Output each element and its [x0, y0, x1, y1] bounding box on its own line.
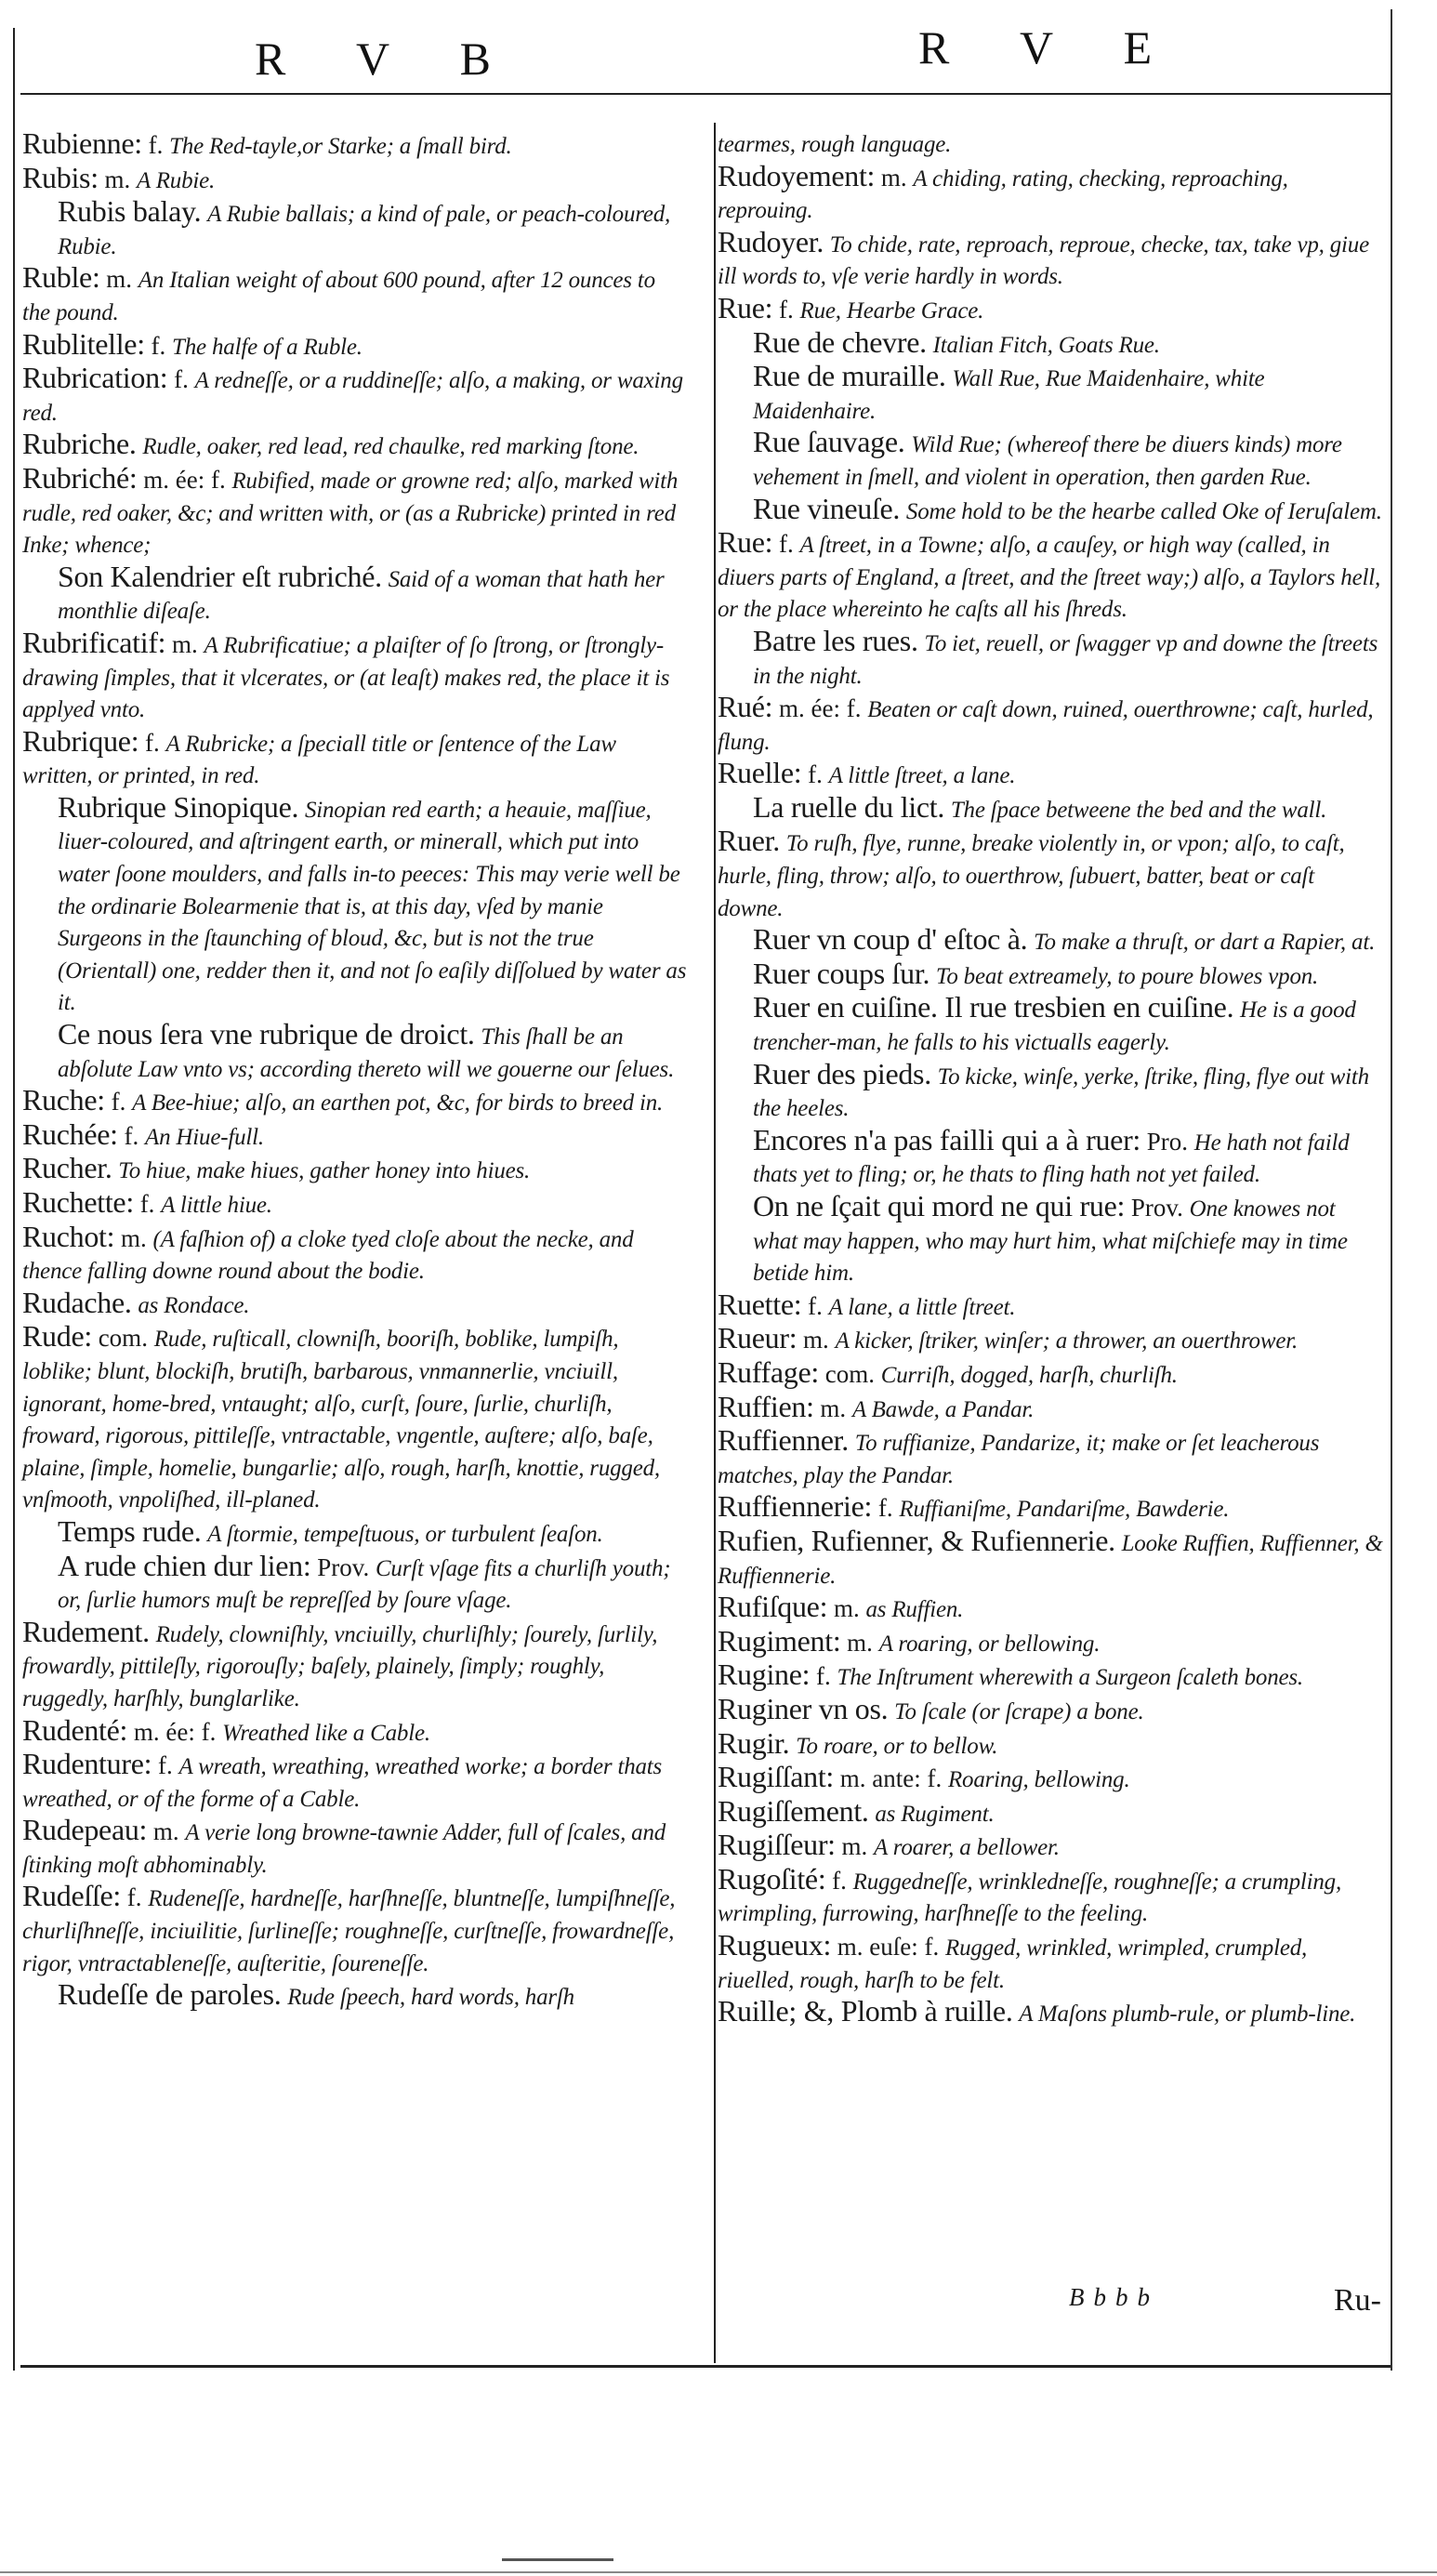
entry-grammar-label: m. ante: f. — [839, 1764, 943, 1793]
dictionary-entry — [718, 1523, 1385, 1592]
entry-headword: Rue vineuſe. — [753, 491, 901, 525]
dictionary-entry — [718, 1425, 1385, 1491]
entry-headword: On ne ſçait qui mord ne qui rue: — [753, 1189, 1126, 1222]
entry-definition: Rudeneſſe, hardneſſe, harſhneſſe, bluntneſſe, lumpiſhneſſe, churliſhneſſe, inciuilitie, ſurlineſſe; roughneſſe, curſtneſſe, frowardneſſe, rigor, vntractableneſſe, auſteritie, ſoureneſſe. — [22, 1886, 676, 1976]
entry-definition: To ſcale (or ſcrape) a bone. — [894, 1698, 1144, 1724]
dictionary-entry — [718, 1861, 1385, 1930]
entry-definition: Curriſh, dogged, harſh, churliſh. — [880, 1362, 1178, 1388]
entry-grammar-label: f. — [815, 1662, 831, 1691]
entry-grammar-label: m. — [847, 1628, 873, 1657]
entry-headword: Ruginer vn os. — [718, 1691, 889, 1725]
page-frame-bottom-border — [20, 2365, 1391, 2368]
dictionary-entry — [22, 1979, 688, 2014]
entry-definition: The ſpace betweene the bed and the wall. — [950, 797, 1327, 823]
dictionary-entry — [22, 1219, 688, 1288]
page-frame-left-border — [13, 28, 15, 2371]
entry-definition: To make a thruſt, or dart a Rapier, at. — [1034, 930, 1376, 956]
dictionary-entry — [22, 1749, 688, 1815]
entry-definition: One knowes not what may happen, who may hurt him, what miſchiefe may in time betide him. — [753, 1196, 1348, 1287]
entry-headword: Rudepeau: — [22, 1813, 148, 1847]
entry-definition: Sinopian red earth; a heauie, maſſiue, liuer-coloured, and aſtringent earth, or minerall, which put into water ſoone moulders, and falls in-to peeces: This may verie well be the ordinarie Bolearmenie that is, at this day, vſed by manie Surgeons in the ſtaunching of bloud, &c, but is not the true (Orientall) one, redder then it, and not ſo eaſily diſſolued by water as it. — [58, 797, 687, 1016]
entry-definition: A Maſons plumb-rule, or plumb-line. — [1019, 2001, 1356, 2028]
entry-headword: Rudement. — [22, 1614, 150, 1648]
dictionary-entry — [718, 1354, 1385, 1392]
entry-headword: Ruer des pieds. — [753, 1056, 931, 1090]
entry-definition: A ſtormie, tempeſtuous, or turbulent ſeaſon. — [207, 1521, 603, 1547]
entry-definition: The Red-tayle,or Starke; a ſmall bird. — [169, 134, 512, 159]
entry-definition: A wreath, wreathing, wreathed worke; a border thats wreathed, or of the forme of a Cable. — [22, 1754, 663, 1812]
dictionary-entry — [718, 1762, 1385, 1796]
entry-grammar-label: m. ée: f. — [143, 465, 226, 494]
dictionary-entry — [718, 361, 1385, 427]
entry-definition: The Inſtrument wherewith a Surgeon ſcaleth bones. — [837, 1665, 1303, 1691]
entry-headword: Ruchette: — [22, 1185, 134, 1219]
entry-headword: Rubis: — [22, 160, 99, 194]
entry-headword: Rué: — [718, 690, 773, 724]
entry-headword: Ruer. — [718, 824, 780, 858]
dictionary-entry — [22, 789, 688, 1019]
dictionary-entry — [22, 627, 688, 726]
entry-grammar-label: com. — [824, 1359, 875, 1388]
dictionary-entry — [22, 1815, 688, 1881]
entry-headword: Rubrique Sinopique. — [58, 789, 299, 824]
entry-definition: A Rubie. — [137, 167, 216, 193]
dictionary-entry — [718, 623, 1385, 692]
entry-definition: Rue, Hearbe Grace. — [799, 297, 984, 324]
entry-definition: as Rondace. — [138, 1292, 250, 1318]
entry-definition: Rude ſpeech, hard words, harſh — [287, 1985, 574, 2011]
entry-grammar-label: m. — [152, 1817, 179, 1846]
entry-headword: Ruelle: — [718, 756, 802, 790]
entry-headword: Rubriche. — [22, 427, 137, 461]
entry-definition: Said of a woman that hath her monthlie diſeaſe. — [58, 566, 665, 625]
dictionary-entry — [718, 1930, 1385, 1996]
entry-definition: Wild Rue; (whereof there be diuers kinds) more vehement in ſmell, and violent in operation, then garden Rue. — [753, 432, 1342, 490]
dictionary-entry — [22, 363, 688, 429]
entry-definition: To hiue, make hiues, gather honey into hiues. — [118, 1158, 531, 1184]
entry-headword: Rue: — [718, 290, 773, 324]
entry-headword: Rugiment: — [718, 1623, 841, 1658]
entry-grammar-label: f. — [111, 1088, 126, 1116]
entry-definition: To ruſh, flye, runne, breake violently in, or vpon; alſo, to caſt, hurle, fling, throw; alſo, to ouerthrow, ſubuert, batter, beat or caſt downe. — [718, 831, 1345, 921]
dictionary-entry — [718, 491, 1385, 528]
entry-headword: Rufien, Rufienner, & Rufiennerie. — [718, 1523, 1115, 1557]
entry-definition: Rude, ruſticall, clowniſh, booriſh, boblike, lumpiſh, loblike; blunt, blockiſh, brutiſh, barbarous, vnmannerlie, vnciuill, ignorant, home-bred, vntaught; alſo, curſt, ſoure, ſurlie, churliſh, froward, rigorous, pittileſſe, vntractable, vngentle, auſtere; alſo, baſe, plaine, ſimple, homelie, bungarlie; alſo, rough, harſh, knottie, rugged, vnſmooth, vnpoliſhed, ill-planed. — [22, 1327, 660, 1513]
entry-headword: Rudeſſe: — [22, 1879, 122, 1913]
entry-headword: Rudoyer. — [718, 224, 824, 258]
entry-headword: Ruer coups ſur. — [753, 956, 930, 990]
entry-definition: A Bee-hiue; alſo, an earthen pot, &c, for birds to breed in. — [132, 1090, 664, 1116]
entry-headword: Rubrication: — [22, 361, 168, 395]
entry-grammar-label: f. — [124, 1121, 139, 1150]
dictionary-entry — [22, 1712, 688, 1750]
entry-grammar-label: m. — [120, 1223, 147, 1252]
entry-definition: A kicker, ſtriker, winſer; a thrower, an ouerthrower. — [835, 1328, 1299, 1354]
right-column — [718, 128, 1385, 2030]
entry-definition: A roarer, a bellower. — [874, 1835, 1060, 1861]
entry-definition: Rudle, oaker, red lead, red chaulke, red marking ſtone. — [142, 434, 639, 460]
entry-headword: Ruffienner. — [718, 1423, 849, 1458]
entry-definition: A Rubricke; a ſpeciall title or ſentence of the Law written, or printed, in red. — [22, 731, 616, 789]
entry-headword: A rude chien dur lien: — [58, 1548, 311, 1582]
dictionary-entry — [22, 1085, 688, 1119]
entry-definition: Rubified, made or growne red; alſo, marked with rudle, red oaker, &c; and written with, or (as a Rubricke) printed in red Inke; whence; — [22, 468, 679, 559]
dictionary-entry — [22, 196, 688, 262]
entry-definition: Rugged, wrinkled, wrimpled, crumpled, riuelled, rough, harſh to be felt. — [718, 1935, 1308, 1993]
running-head-left: R V B — [255, 33, 521, 85]
entry-definition: To roare, or to bellow. — [796, 1733, 998, 1759]
dictionary-entry — [22, 1187, 688, 1222]
entry-grammar-label: m. — [841, 1832, 868, 1861]
entry-grammar-label: com. — [98, 1324, 148, 1353]
dictionary-entry — [718, 1691, 1385, 1728]
entry-definition: A Rubrificatiue; a plaiſter of ſo ſtrong, or ſtrongly-drawing ſimples, that it vlcerates, or (at leaſt) makes red, the place it is applyed vnto. — [22, 632, 670, 723]
dictionary-entry — [718, 1725, 1385, 1763]
entry-headword: Ruette: — [718, 1287, 802, 1321]
dictionary-entry — [718, 1623, 1385, 1660]
entry-definition: Wall Rue, Rue Maidenhaire, white Maidenhaire. — [753, 366, 1265, 424]
entry-grammar-label: Prov. — [317, 1552, 370, 1581]
dictionary-entry — [22, 1153, 688, 1187]
entry-definition: To kicke, winſe, yerke, ſtrike, fling, flye out with the heeles. — [753, 1063, 1369, 1122]
entry-grammar-label: m. — [106, 265, 133, 294]
dictionary-entry — [718, 1191, 1385, 1289]
dictionary-entry — [22, 1548, 688, 1617]
entry-grammar-label: m. — [880, 163, 907, 192]
entry-definition: Roaring, bellowing. — [947, 1767, 1130, 1793]
entry-headword: Rucher. — [22, 1151, 112, 1185]
entry-grammar-label: f. — [145, 728, 160, 757]
entry-definition: Rudely, clowniſhly, vnciuilly, churliſhly; ſourely, ſurlily, frowardly, pittileſly, rigorouſly; baſely, plainely, ſimply; roughly, ruggedly, harſhly, bunglarlike. — [22, 1621, 658, 1711]
entry-definition: An Hiue-full. — [145, 1124, 264, 1150]
entry-headword: Rugueux: — [718, 1928, 832, 1962]
entry-headword: Ce nous ſera vne rubrique de droict. — [58, 1017, 475, 1051]
entry-headword: Ruchée: — [22, 1116, 118, 1151]
bottom-scan-edge — [0, 2571, 1437, 2573]
dictionary-entry — [22, 1614, 688, 1715]
dictionary-entry — [718, 290, 1385, 327]
entry-definition: Ruggedneſſe, wrinkledneſſe, roughneſſe; a crumpling, wrimpling, furrowing, harſhneſſe to the feeling. — [718, 1869, 1342, 1927]
entry-headword: Rubriché: — [22, 460, 138, 495]
entry-headword: Ruer en cuiſine. Il rue tresbien en cuiſine. — [753, 990, 1234, 1024]
entry-grammar-label: f. — [157, 1751, 173, 1780]
entry-headword: Rue: — [718, 525, 773, 560]
dictionary-entry — [718, 1996, 1385, 2030]
column-divider — [714, 123, 716, 2363]
entry-grammar-label: f. — [832, 1866, 847, 1895]
bottom-scan-mark — [502, 2558, 613, 2561]
entry-headword: Ruffien: — [718, 1389, 814, 1423]
entry-headword: Rue de chevre. — [753, 324, 927, 359]
entry-headword: Rudenture: — [22, 1747, 152, 1781]
entry-definition: Looke Ruffien, Ruffienner, & Ruffiennerie. — [718, 1530, 1383, 1589]
dictionary-entry — [718, 758, 1385, 792]
dictionary-entry — [22, 128, 688, 163]
entry-grammar-label: Prov. — [1130, 1194, 1183, 1222]
dictionary-entry — [718, 958, 1385, 993]
dictionary-entry — [718, 1592, 1385, 1626]
entry-headword: Rue de muraille. — [753, 359, 946, 393]
entry-grammar-label: Pro. — [1146, 1127, 1189, 1156]
entry-definition: tearmes, rough language. — [718, 132, 952, 157]
entry-headword: Rudeſſe de paroles. — [58, 1977, 282, 2012]
dictionary-entry — [718, 1323, 1385, 1357]
dictionary-entry — [718, 1056, 1385, 1125]
dictionary-entry — [718, 924, 1385, 958]
entry-headword: Rugiſſeur: — [718, 1828, 836, 1862]
entry-definition: To iet, reuell, or ſwagger vp and downe the ſtreets in the night. — [753, 630, 1378, 689]
dictionary-entry — [22, 1321, 688, 1516]
left-column — [22, 128, 688, 2014]
entry-definition: To beat extreamely, to poure blowes vpon. — [935, 963, 1319, 989]
entry-grammar-label: f. — [877, 1494, 893, 1523]
entry-grammar-label: f. — [174, 365, 189, 394]
dictionary-entry — [22, 326, 688, 363]
entry-definition: A ſtreet, in a Towne; alſo, a cauſey, or high way (called, in diuers parts of England, a ſtreet, and the ſtreet way;) alſo, a Taylors hell, or the place whereinto he caſts all his ſhreds. — [718, 533, 1381, 623]
entry-headword: Ruille; &, Plomb à ruille. — [718, 1994, 1013, 2028]
entry-headword: Rugiſſant: — [718, 1760, 835, 1794]
dictionary-entry — [718, 1122, 1385, 1191]
dictionary-entry — [718, 1389, 1385, 1426]
entry-grammar-label: f. — [126, 1883, 142, 1912]
entry-grammar-label: f. — [779, 530, 794, 559]
dictionary-entry — [718, 826, 1385, 924]
entry-headword: Ruchot: — [22, 1219, 115, 1253]
entry-definition: To ruffianize, Pandarize, it; make or ſet leacherous matches, play the Pandar. — [718, 1431, 1320, 1488]
dictionary-entry — [718, 992, 1385, 1058]
entry-definition: (A faſhion of) a cloke tyed cloſe about the necke, and thence falling downe round about the bodie. — [22, 1226, 634, 1285]
dictionary-entry — [22, 160, 688, 197]
entry-grammar-label: m. — [803, 1326, 829, 1354]
entry-headword: Temps rude. — [58, 1513, 202, 1548]
dictionary-entry — [22, 460, 688, 561]
entry-definition: He is a good trencher-man, he falls to his victualls eagerly. — [753, 997, 1356, 1056]
entry-headword: Rude: — [22, 1319, 92, 1354]
entry-definition: A Rubie ballais; a kind of pale, or peach-coloured, Rubie. — [58, 202, 671, 259]
entry-definition: A Bawde, a Pandar. — [851, 1396, 1035, 1422]
entry-headword: Rudenté: — [22, 1712, 128, 1747]
entry-definition: Curſt vſage fits a churliſh youth; or, ſurlie humors muſt be repreſſed by ſoure vſage. — [58, 1555, 671, 1614]
entry-grammar-label: m. ée: f. — [133, 1717, 217, 1746]
entry-grammar-label: m. euſe: f. — [837, 1933, 940, 1962]
running-head-right: R V E — [918, 21, 1182, 73]
entry-headword: Ruffage: — [718, 1354, 819, 1389]
entry-grammar-label: m. — [833, 1594, 860, 1623]
entry-headword: Ruer vn coup d' eſtoc à. — [753, 922, 1028, 957]
entry-grammar-label: m. — [172, 629, 198, 658]
entry-headword: Ruffiennerie: — [718, 1489, 873, 1524]
dictionary-entry — [22, 262, 688, 328]
entry-headword: Rublitelle: — [22, 326, 145, 361]
entry-definition: Ruffianiſme, Pandariſme, Bawderie. — [899, 1497, 1230, 1523]
entry-definition: The halfe of a Ruble. — [172, 334, 363, 360]
entry-definition: Beaten or caſt down, ruined, ouerthrowne; caſt, hurled, flung. — [718, 697, 1374, 755]
dictionary-entry — [22, 429, 688, 463]
dictionary-entry — [22, 1116, 688, 1154]
entry-definition: A chiding, rating, checking, reproaching, reprouing. — [718, 165, 1288, 224]
entry-grammar-label: f. — [779, 295, 794, 324]
entry-grammar-label: f. — [148, 131, 164, 159]
entry-grammar-label: m. ée: f. — [779, 694, 862, 723]
entry-definition: as Ruffien. — [865, 1597, 964, 1623]
entry-headword: Rubrificatif: — [22, 625, 166, 659]
entry-definition: A lane, a little ſtreet. — [828, 1294, 1016, 1320]
dictionary-entry — [718, 692, 1385, 758]
entry-headword: Rudoyement: — [718, 158, 876, 192]
dictionary-entry — [718, 224, 1385, 293]
entry-definition: Italian Fitch, Goats Rue. — [932, 332, 1160, 358]
entry-definition: A roaring, or bellowing. — [878, 1631, 1101, 1657]
entry-grammar-label: m. — [104, 165, 131, 193]
entry-grammar-label: f. — [151, 331, 166, 360]
dictionary-entry — [22, 1019, 688, 1085]
entry-definition: A little ſtreet, a lane. — [828, 763, 1016, 789]
entry-headword: Rubrique: — [22, 723, 139, 758]
entry-headword: Rugir. — [718, 1725, 790, 1760]
dictionary-entry — [22, 1285, 688, 1322]
dictionary-entry — [718, 128, 1385, 161]
dictionary-entry — [718, 1491, 1385, 1526]
entry-headword: Batre les rues. — [753, 623, 918, 657]
entry-grammar-label: f. — [808, 1291, 823, 1320]
entry-definition: He hath not faild thats yet to fling; or, he thats to fling hath not yet failed. — [753, 1129, 1350, 1188]
signature-mark: Bbbb — [1069, 2283, 1159, 2311]
entry-headword: Rubis balay. — [58, 194, 202, 229]
entry-headword: Rugoſité: — [718, 1861, 826, 1896]
entry-headword: Rubienne: — [22, 126, 142, 160]
entry-headword: Rufiſque: — [718, 1590, 828, 1624]
entry-definition: as Rugiment. — [875, 1801, 995, 1827]
entry-headword: Rugine: — [718, 1658, 811, 1692]
entry-headword: Rudache. — [22, 1285, 132, 1319]
entry-headword: Ruche: — [22, 1083, 105, 1117]
dictionary-entry — [718, 1830, 1385, 1864]
entry-definition: A verie long browne-tawnie Adder, full of ſcales, and ſtinking moſt abhominably. — [22, 1820, 666, 1878]
catchword: Ru- — [1334, 2283, 1381, 2318]
dictionary-entry — [22, 723, 688, 792]
entry-headword: Ruble: — [22, 260, 100, 295]
entry-headword: Encores n'a pas failli qui a à ruer: — [753, 1122, 1141, 1156]
dictionary-entry — [718, 1793, 1385, 1830]
entry-headword: La ruelle du lict. — [753, 789, 945, 824]
entry-definition: A little hiue. — [161, 1193, 272, 1218]
page-frame-right-border — [1391, 9, 1392, 2371]
dictionary-entry — [22, 561, 688, 627]
dictionary-entry — [718, 527, 1385, 626]
entry-headword: Son Kalendrier eſt rubriché. — [58, 559, 382, 593]
dictionary-entry — [718, 1659, 1385, 1694]
entry-headword: Rueur: — [718, 1321, 798, 1355]
dictionary-entry — [718, 427, 1385, 493]
dictionary-entry — [718, 789, 1385, 826]
entry-definition: An Italian weight of about 600 pound, after 12 ounces to the pound. — [22, 268, 655, 325]
entry-grammar-label: m. — [820, 1394, 847, 1422]
entry-definition: To chide, rate, reproach, reproue, checke, tax, take vp, giue ill words to, vſe verie hardly in words. — [718, 231, 1370, 290]
entry-headword: Rue ſauvage. — [753, 425, 905, 459]
entry-definition: Wreathed like a Cable. — [222, 1720, 430, 1746]
entry-definition: A redneſſe, or a ruddineſſe; alſo, a making, or waxing red. — [22, 368, 683, 426]
dictionary-entry — [718, 158, 1385, 227]
entry-definition: This ſhall be an abſolute Law vnto vs; according thereto will we gouerne our ſelues. — [58, 1024, 675, 1082]
dictionary-entry — [22, 1513, 688, 1551]
header-rule — [20, 93, 1391, 95]
entry-grammar-label: f. — [139, 1190, 155, 1218]
dictionary-entry — [718, 1289, 1385, 1324]
entry-headword: Rugiſſement. — [718, 1793, 869, 1828]
dictionary-entry — [22, 1881, 688, 1979]
entry-grammar-label: f. — [808, 760, 823, 789]
entry-definition: Some hold to be the hearbe called Oke of Ieruſalem. — [905, 498, 1382, 524]
dictionary-entry — [718, 324, 1385, 362]
